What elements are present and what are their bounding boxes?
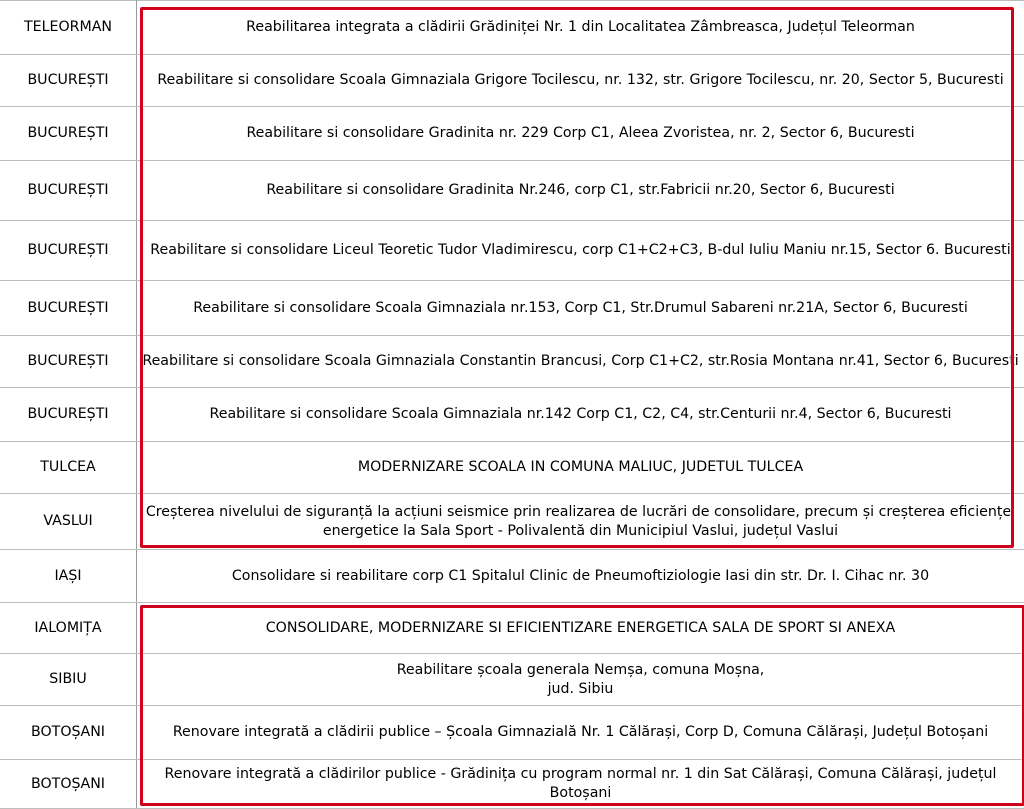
project-cell bbox=[137, 494, 1024, 550]
table-row bbox=[0, 603, 1024, 654]
county-cell: IAȘI bbox=[0, 550, 137, 603]
table-row bbox=[0, 760, 1024, 809]
project-cell bbox=[137, 760, 1024, 809]
project-cell bbox=[137, 336, 1024, 388]
project-cell bbox=[137, 55, 1024, 107]
county-cell: BUCUREȘTI bbox=[0, 107, 137, 161]
project-cell bbox=[137, 107, 1024, 161]
county-cell: BUCUREȘTI bbox=[0, 161, 137, 221]
project-text: CONSOLIDARE, MODERNIZARE SI EFICIENTIZARE ENERGETICA SALA DE SPORT SI ANEXA bbox=[141, 619, 1020, 638]
table-row bbox=[0, 336, 1024, 388]
table-row bbox=[0, 221, 1024, 281]
county-cell: BUCUREȘTI bbox=[0, 281, 137, 336]
table-row bbox=[0, 388, 1024, 442]
project-text: Renovare integrată a clădirilor publice - Grădinița cu program normal nr. 1 din Sat Călărași, Comuna Călărași, județul Botoșani bbox=[141, 765, 1020, 803]
county-cell: BOTOȘANI bbox=[0, 760, 137, 809]
county-cell: IALOMIȚA bbox=[0, 603, 137, 654]
table-row bbox=[0, 281, 1024, 336]
project-cell bbox=[137, 1, 1024, 55]
table-row bbox=[0, 107, 1024, 161]
project-text: Consolidare si reabilitare corp C1 Spitalul Clinic de Pneumoftiziologie Iasi din str. Dr. I. Cihac nr. 30 bbox=[141, 567, 1020, 586]
project-text: MODERNIZARE SCOALA IN COMUNA MALIUC, JUDETUL TULCEA bbox=[141, 458, 1020, 477]
project-cell bbox=[137, 654, 1024, 706]
project-cell bbox=[137, 550, 1024, 603]
project-text: Reabilitare si consolidare Liceul Teoretic Tudor Vladimirescu, corp C1+C2+C3, B-dul Iuliu Maniu nr.15, Sector 6. Bucuresti bbox=[141, 241, 1020, 260]
county-cell: BOTOȘANI bbox=[0, 706, 137, 760]
county-cell: BUCUREȘTI bbox=[0, 55, 137, 107]
county-cell: VASLUI bbox=[0, 494, 137, 550]
table-row bbox=[0, 161, 1024, 221]
project-text: Reabilitare si consolidare Gradinita nr. 229 Corp C1, Aleea Zvoristea, nr. 2, Sector 6, Bucuresti bbox=[141, 124, 1020, 143]
project-text: Reabilitare si consolidare Gradinita Nr.246, corp C1, str.Fabricii nr.20, Sector 6, Bucuresti bbox=[141, 181, 1020, 200]
project-cell bbox=[137, 221, 1024, 281]
county-cell: TELEORMAN bbox=[0, 1, 137, 55]
project-cell bbox=[137, 442, 1024, 494]
project-text: Reabilitare si consolidare Scoala Gimnaziala Grigore Tocilescu, nr. 132, str. Grigore Tocilescu, nr. 20, Sector 5, Bucuresti bbox=[137, 71, 1024, 90]
table-row bbox=[0, 494, 1024, 550]
project-cell bbox=[137, 281, 1024, 336]
county-cell: SIBIU bbox=[0, 654, 137, 706]
county-cell: BUCUREȘTI bbox=[0, 221, 137, 281]
table-row bbox=[0, 1, 1024, 55]
table-row bbox=[0, 442, 1024, 494]
project-cell bbox=[137, 706, 1024, 760]
project-cell bbox=[137, 603, 1024, 654]
county-cell: TULCEA bbox=[0, 442, 137, 494]
table-row bbox=[0, 55, 1024, 107]
project-text: Reabilitarea integrata a clădirii Grădiniței Nr. 1 din Localitatea Zâmbreasca, Județul Teleorman bbox=[141, 18, 1020, 37]
project-text: Reabilitare si consolidare Scoala Gimnaziala nr.153, Corp C1, Str.Drumul Sabareni nr.21A, Sector 6, Bucuresti bbox=[141, 299, 1020, 318]
project-cell bbox=[137, 161, 1024, 221]
project-text: Reabilitare si consolidare Scoala Gimnaziala nr.142 Corp C1, C2, C4, str.Centurii nr.4, Sector 6, Bucuresti bbox=[141, 405, 1020, 424]
project-text: Reabilitare școala generala Nemșa, comuna Moșna, jud. Sibiu bbox=[141, 661, 1020, 699]
county-cell: BUCUREȘTI bbox=[0, 388, 137, 442]
table-row bbox=[0, 550, 1024, 603]
county-cell: BUCUREȘTI bbox=[0, 336, 137, 388]
project-cell bbox=[137, 388, 1024, 442]
project-text: Reabilitare si consolidare Scoala Gimnaziala Constantin Brancusi, Corp C1+C2, str.Rosia Montana nr.41, Sector 6, Bucuresti bbox=[141, 352, 1020, 371]
table-row bbox=[0, 706, 1024, 760]
table-row bbox=[0, 654, 1024, 706]
project-text: Creșterea nivelului de siguranță la acțiuni seismice prin realizarea de lucrări de consolidare, precum și creșterea eficienței energetice la Sala Sport - Polivalentă din Municipiul Vaslui, județul Vaslui bbox=[141, 503, 1020, 541]
project-text: Renovare integrată a clădirii publice – Școala Gimnazială Nr. 1 Călărași, Corp D, Comuna Călărași, Județul Botoșani bbox=[141, 723, 1020, 742]
